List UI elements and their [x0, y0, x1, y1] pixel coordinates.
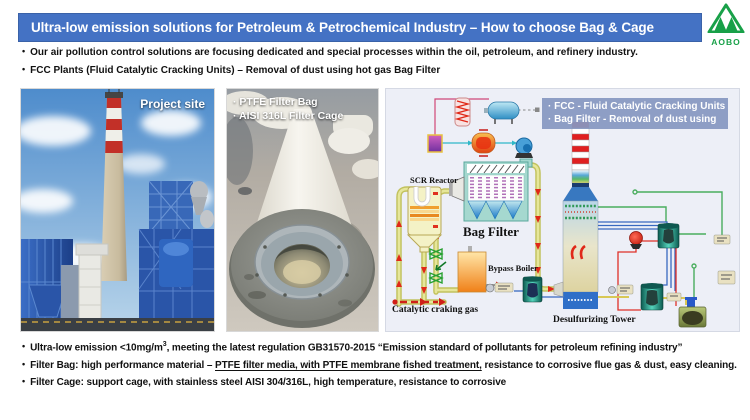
superscript-3: 3: [162, 341, 167, 348]
ground: [21, 318, 214, 331]
diagram-note-line-2: · Bag Filter - Removal of dust using: [548, 114, 717, 125]
label-scr-reactor: SCR Reactor: [410, 175, 458, 185]
desulfurizing-tower: [554, 122, 598, 309]
process-flow-diagram: [385, 88, 740, 332]
right-plant-structure: [139, 181, 214, 321]
photo-bag-captions: [233, 95, 343, 123]
aobo-mountain-icon: [707, 20, 745, 37]
coil-heat-exchanger: [455, 98, 470, 126]
end-flange: [229, 209, 375, 328]
company-logo: [705, 3, 747, 47]
blue-fan: [515, 138, 533, 158]
bullet-icon: •: [22, 376, 26, 387]
photo-bag-caption-2: · AISI 316L Filter Cage: [233, 110, 344, 122]
label-bypass-boiler: Bypass Boiler: [488, 263, 538, 273]
slurry-tank-b: [641, 283, 663, 310]
intro-bullets: [22, 47, 638, 83]
bag-filter-house: [449, 159, 532, 221]
footer-bullet-1: • Ultra-low emission $<10mg/m^3$, meeting the latest regulation GB31570-2015 “Emission standard of pollutants for petroleum refining industry”: [22, 341, 683, 354]
settling-box-tank: [679, 297, 706, 327]
red-pump: [630, 232, 643, 250]
label-catalytic-gas: Catalytic craking gas: [392, 305, 479, 315]
footer-bullet-2: • Filter Bag: high performance material – PTFE filter media, with PTFE membrane fished treatment, resistance to corrosive flue gas & dust, easy cleaning.: [22, 358, 737, 371]
footer-bullets: [22, 341, 737, 395]
blue-drum: [484, 102, 519, 124]
page-title: Ultra-low emission solutions for Petroleum & Petrochemical Industry – How to choose Bag & Cage: [18, 13, 702, 42]
intro-bullet-1: • Our air pollution control solutions are focusing dedicated and special processes within the oil, petroleum, and refinery industry.: [22, 46, 638, 58]
intro-bullet-2: • FCC Plants (Fluid Catalytic Cracking Units) – Removal of dust using hot gas Bag Filter: [22, 64, 441, 76]
bullet-icon: •: [22, 358, 26, 369]
underlined-text: PTFE filter media, with PTFE membrane fished treatment,: [215, 359, 482, 371]
orange-heat-exchanger: [472, 129, 495, 157]
filter-bag-photo: [226, 88, 379, 332]
bullet-icon: •: [22, 64, 26, 74]
logo-text: AOBO: [711, 37, 741, 47]
diagram-note-overlay: [542, 98, 728, 129]
label-bag-filter: Bag Filter: [463, 224, 519, 239]
project-site-photo: [20, 88, 215, 332]
photo-site-caption: Project site: [140, 97, 205, 111]
slurry-tank-c: [523, 276, 542, 302]
bullet-icon: •: [22, 46, 26, 56]
slurry-tank-a: [658, 223, 679, 248]
footer-bullet-3: • Filter Cage: support cage, with stainless steel AISI 304/316L, high temperature, resistance to corrosive: [22, 376, 507, 389]
bullet-icon: •: [22, 341, 26, 352]
label-desulfurizing-tower: Desulfurizing Tower: [553, 315, 636, 325]
diagram-note-line-1: · FCC - Fluid Catalytic Cracking Units: [548, 101, 726, 112]
photo-bag-caption-1: · PTFE Filter Bag: [233, 96, 318, 108]
purple-control-box: [428, 135, 442, 152]
